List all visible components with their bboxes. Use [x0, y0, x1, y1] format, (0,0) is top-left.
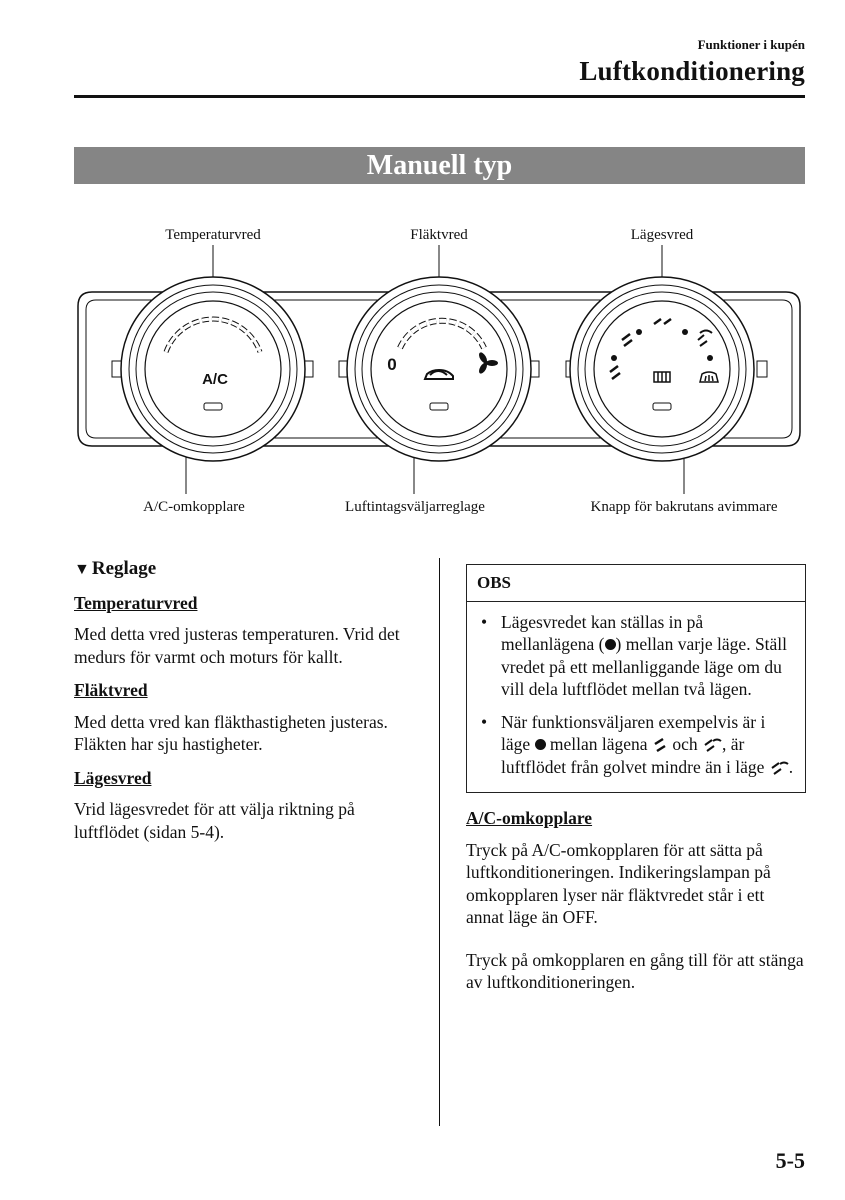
section-banner: Manuell typ	[74, 147, 805, 184]
floor-vent-icon	[652, 737, 668, 753]
temperature-dial[interactable]	[121, 277, 305, 461]
rear-defrost-indicator	[653, 403, 671, 410]
note-text: , är luftflödet från golvet mindre än i läge	[501, 734, 765, 777]
temp-dial-text: Med detta vred justeras temperaturen. Vrid det medurs för varmt och moturs för kallt.	[74, 624, 400, 667]
section-heading	[74, 558, 419, 582]
note-text: När funktionsväljaren exempelvis är i läge	[501, 711, 766, 754]
label-mode-dial: Lägesvred	[630, 227, 694, 243]
label-fan-dial: Fläktvred	[410, 227, 468, 243]
fan-dial-text: Med detta vred kan fläkthastigheten justeras. Fläkten har sju hastigheter.	[74, 711, 388, 754]
section-label: Funktioner i kupén	[697, 37, 805, 52]
ac-switch-text-2: Tryck på omkopplaren en gång till för att stänga av luftkonditioneringen.	[466, 949, 804, 992]
fan-dial-heading: Fläktvred	[74, 680, 148, 700]
label-defroster: Knapp för bakrutans avimmare	[590, 499, 778, 515]
control-panel-diagram	[74, 220, 805, 525]
floor-defrost-icon	[702, 737, 722, 753]
dot-icon	[605, 639, 616, 650]
page-title: Luftkonditionering	[579, 56, 805, 86]
note-title: OBS	[467, 565, 805, 602]
ac-button-label: A/C	[202, 371, 228, 388]
note-text: Lägesvredet kan ställas in på mellanlägena (	[501, 611, 704, 654]
left-column	[74, 558, 419, 854]
fan-dial[interactable]	[347, 277, 531, 461]
triangle-icon: ▼	[74, 561, 90, 578]
label-ac-switch: A/C-omkopplare	[143, 499, 245, 515]
fan-off-label: 0	[387, 355, 397, 374]
note-text: ) mellan varje läge. Ställ vredet på ett mellanliggande läge om du vill dela luftflödet mellan två lägen.	[501, 634, 788, 699]
note-box	[466, 564, 806, 793]
mode-dial[interactable]	[570, 277, 754, 461]
mode-dial-text: Vrid lägesvredet för att välja riktning på luftflödet (sidan 5-4).	[74, 799, 355, 842]
bullet-icon: •	[481, 711, 488, 732]
note-text: mellan lägena	[549, 734, 648, 754]
mode-dial-heading: Lägesvred	[74, 767, 152, 788]
label-intake-lever: Luftintagsväljarreglage	[345, 499, 485, 515]
page-number: 5-5	[775, 1148, 805, 1173]
note-item	[477, 611, 795, 701]
right-column	[466, 564, 806, 1005]
note-list	[467, 602, 805, 793]
label-temp-dial: Temperaturvred	[165, 227, 261, 243]
header-rule	[74, 95, 805, 98]
column-divider	[439, 558, 440, 1126]
floor-defrost-icon	[769, 760, 789, 776]
ac-switch-heading: A/C-omkopplare	[466, 808, 593, 828]
ac-switch-text: Tryck på A/C-omkopplaren för att sätta på luftkonditioneringen. Indikeringslampan på omkopplaren lyser när fläktvredet står i ett annat läge än OFF.	[466, 839, 771, 927]
ac-switch-button[interactable]	[204, 403, 222, 410]
note-text: och	[672, 734, 698, 754]
intake-lever[interactable]	[430, 403, 448, 410]
bullet-icon: •	[481, 611, 488, 632]
note-text: .	[788, 756, 794, 777]
section-heading-text: Reglage	[91, 558, 157, 579]
note-item	[477, 711, 795, 779]
temp-dial-heading: Temperaturvred	[74, 592, 198, 613]
dot-icon	[535, 739, 546, 750]
